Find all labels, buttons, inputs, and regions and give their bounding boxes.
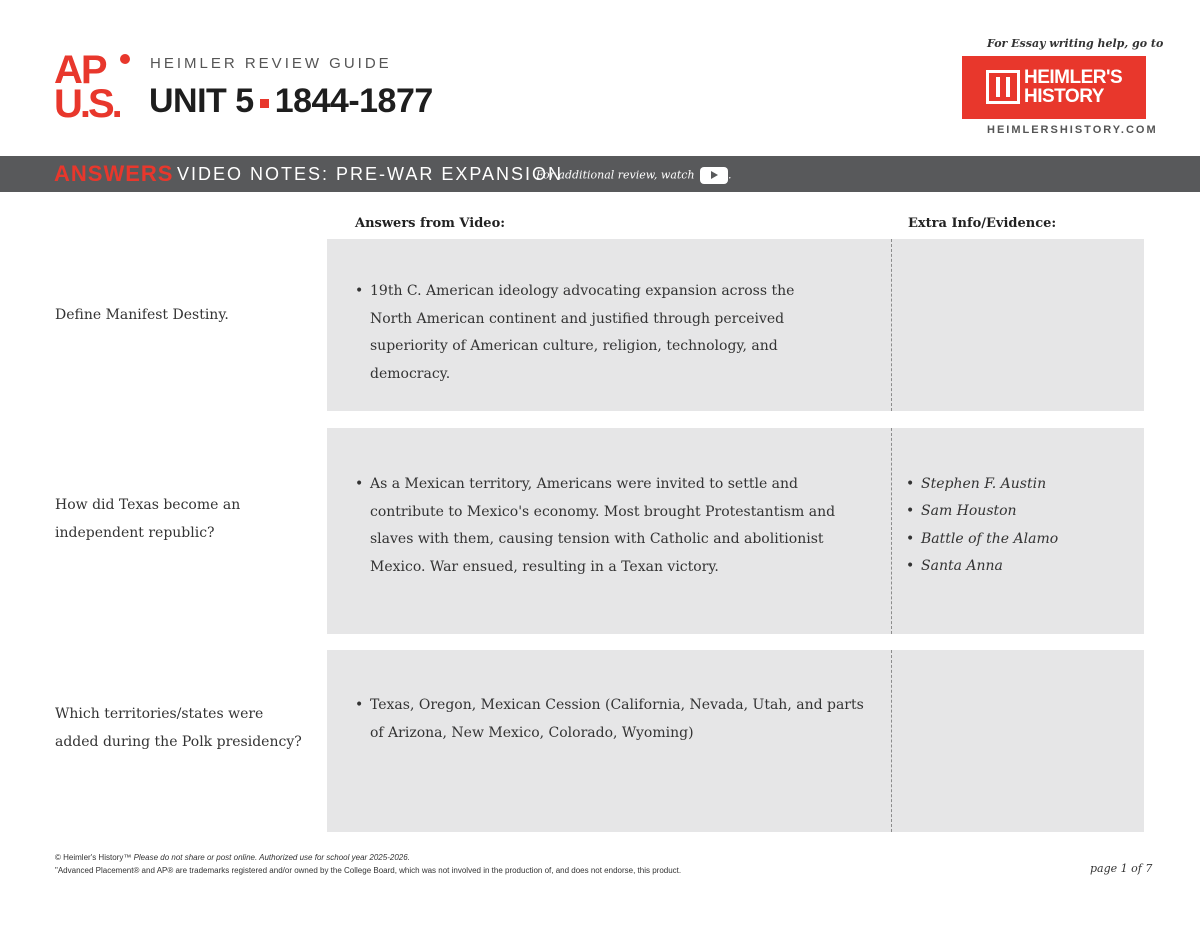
brand-name	[1024, 68, 1122, 106]
extra-column-header: Extra Info/Evidence:	[908, 216, 1057, 231]
review-period: .	[728, 168, 732, 182]
answers-label: ANSWERS	[54, 161, 174, 186]
brand-name-line2: HISTORY	[1024, 86, 1104, 107]
unit-years: 1844-1877	[274, 82, 433, 120]
extra-item-text: Battle of the Alamo	[921, 530, 1059, 547]
answers-column-header: Answers from Video:	[355, 216, 506, 231]
additional-review-text: For additional review, watch	[536, 168, 695, 182]
unit-title	[149, 82, 433, 121]
bullet: •	[906, 530, 915, 547]
extra-item-text: Stephen F. Austin	[921, 476, 1047, 492]
answer-1-text: 19th C. American ideology advocating expansion across the North American continent and justified through perceived superiority of American culture, religion, technology, and democracy.	[370, 283, 795, 382]
extra-item	[906, 498, 1131, 525]
bullet: •	[355, 283, 364, 299]
title-separator	[260, 99, 269, 108]
essay-help-text: For Essay writing help, go to	[987, 37, 1164, 50]
question-2: How did Texas become an independent republic?	[55, 497, 241, 541]
panel-divider	[891, 428, 892, 634]
brand-name-line1: HEIMLER'S	[1024, 67, 1123, 88]
bullet: •	[906, 476, 915, 492]
bullet: •	[906, 557, 915, 574]
additional-review	[536, 167, 732, 184]
extra-item-text: Santa Anna	[921, 557, 1003, 574]
youtube-icon[interactable]	[700, 167, 728, 184]
footer-trademark: "Advanced Placement® and AP® are trademarks registered and/or owned by the College Board, which was not involved in the production of, and does not endorse, this product.	[55, 866, 682, 875]
section-banner	[0, 156, 1200, 192]
brand-url-link[interactable]: HEIMLERSHISTORY.COM	[987, 124, 1158, 136]
footer-copyright	[55, 853, 410, 862]
extra-item	[906, 526, 1131, 553]
question-1: Define Manifest Destiny.	[55, 307, 229, 323]
extra-item	[906, 553, 1131, 580]
bullet: •	[355, 697, 364, 713]
usage-notice: Please do not share or post online. Authorized use for school year 2025-2026.	[133, 853, 410, 862]
extra-item	[906, 471, 1131, 498]
guide-label: HEIMLER REVIEW GUIDE	[150, 55, 392, 72]
answer-2	[355, 471, 865, 581]
ap-us-logo	[54, 48, 134, 126]
copyright-text: © Heimler's History™	[55, 853, 132, 862]
bullet: •	[355, 476, 364, 492]
answer-1	[355, 278, 840, 388]
answer-3	[355, 692, 865, 747]
logo-us-text: U.S.	[54, 82, 120, 126]
extra-item-text: Sam Houston	[921, 503, 1017, 520]
page-number: page 1 of 7	[1090, 862, 1153, 875]
logo-ap-text: AP	[54, 48, 106, 92]
panel-divider	[891, 239, 892, 411]
logo-registered-dot	[120, 54, 130, 64]
extra-list-2	[906, 471, 1131, 580]
heimlers-history-logo-icon	[986, 70, 1020, 104]
question-3: Which territories/states were added during the Polk presidency?	[55, 706, 302, 750]
bullet: •	[906, 503, 915, 520]
answer-3-text: Texas, Oregon, Mexican Cession (California, Nevada, Utah, and parts of Arizona, New Mexico, Colorado, Wyoming)	[370, 697, 864, 741]
unit-label: UNIT 5	[149, 82, 254, 120]
panel-divider	[891, 650, 892, 832]
section-title: VIDEO NOTES: PRE-WAR EXPANSION	[177, 164, 564, 184]
answer-2-text: As a Mexican territory, Americans were invited to settle and contribute to Mexico's economy. Most brought Protestantism and slaves with them, causing tension with Catholic and abolitionist Mexico. War ensued, resulting in a Texan victory.	[370, 476, 836, 575]
